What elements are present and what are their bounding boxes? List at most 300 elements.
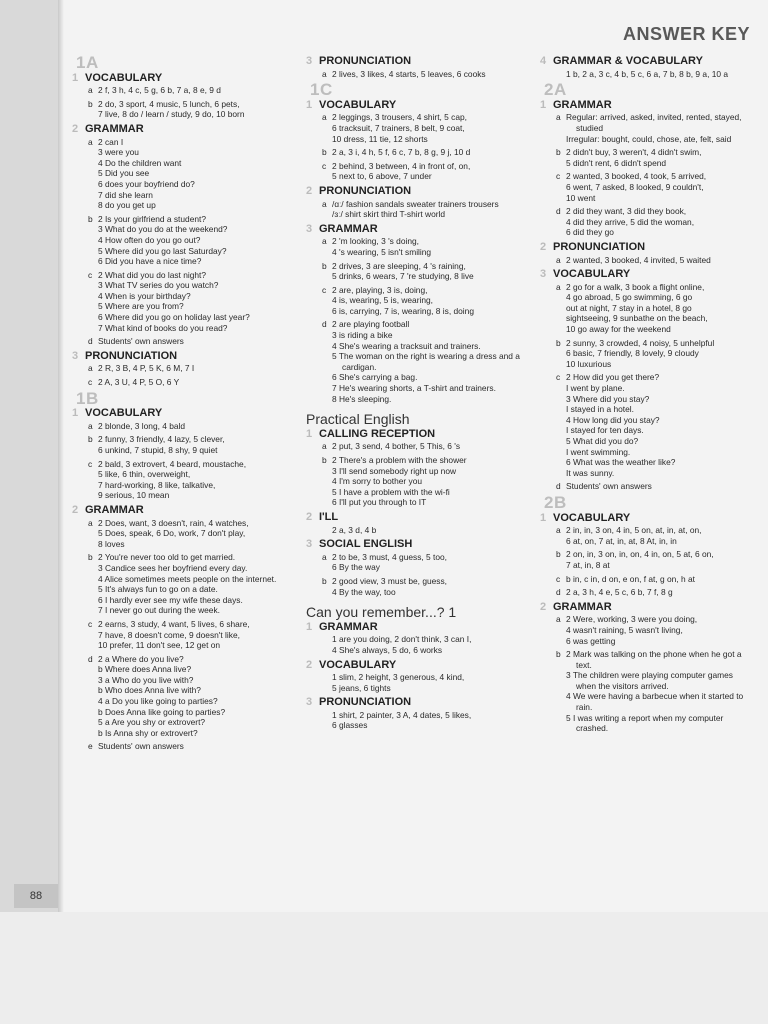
section-title: GRAMMAR [319, 222, 378, 235]
item-body [332, 285, 521, 317]
item-letter [322, 710, 332, 731]
answer-line: 2 What did you do last night? [98, 269, 207, 280]
answer-line: 3 is riding a bike [332, 330, 393, 341]
item-letter: a [322, 68, 327, 79]
section-heading [306, 622, 521, 633]
answer-line: b Is Anna shy or extrovert? [98, 727, 198, 738]
page-title: ANSWER KEY [622, 24, 750, 44]
section-heading [306, 224, 521, 235]
section-number: 3 [306, 222, 313, 235]
answer-line: 5 a Are you shy or extrovert? [98, 717, 206, 728]
item-body [566, 649, 755, 734]
answer-line: 6 unkind, 7 stupid, 8 shy, 9 quiet [98, 445, 218, 455]
answer-line: 2 blonde, 3 long, 4 bald [98, 420, 186, 431]
unit-heading: 2A [544, 80, 567, 100]
section-number: 1 [72, 71, 79, 84]
answer-line: 7 at, in, 8 at [566, 559, 610, 570]
answer-item [556, 574, 755, 585]
item-letter: b [322, 575, 327, 586]
answer-item [88, 214, 287, 267]
section-title: PRONUNCIATION [319, 184, 412, 197]
answer-line: 2 sunny, 3 crowded, 4 noisy, 5 unhelpful [566, 337, 715, 348]
section-heading [72, 351, 287, 362]
answer-line: 4 Alice sometimes meets people on the internet. [98, 573, 277, 584]
answer-line: 2 You're never too old to get married. [98, 552, 236, 563]
item-letter: c [322, 160, 327, 171]
answer-line: 6 basic, 7 friendly, 8 lovely, 9 cloudy [566, 348, 699, 359]
item-letter: a [88, 363, 93, 374]
answer-line: b Where does Anna live? [98, 664, 192, 675]
section-heading [306, 429, 521, 440]
answer-line: 6 I hardly ever see my wife these days. [98, 594, 243, 605]
section-number: 2 [306, 184, 313, 197]
answer-line: 7 What kind of books do you read? [98, 322, 228, 333]
item-letter: c [88, 618, 93, 629]
item-body [566, 574, 755, 585]
item-body [332, 319, 521, 404]
answer-line: 7 did she learn [98, 189, 153, 200]
section-title: VOCABULARY [85, 407, 163, 420]
item-body [332, 199, 521, 220]
section-title: CALLING RECEPTION [319, 427, 436, 440]
answer-line: 2 'm looking, 3 's doing, [332, 236, 419, 247]
item-body [332, 236, 521, 257]
answer-line: I went by plane. [566, 383, 625, 394]
item-body [98, 137, 287, 211]
answer-line: 5 I was writing a report when my computer crashed. [566, 712, 724, 734]
answer-line: 2 can I [98, 136, 124, 147]
section-heading [540, 513, 755, 524]
answer-item [322, 634, 521, 655]
answer-line: 6 By the way [332, 562, 380, 573]
answer-line: 2 are playing football [332, 319, 410, 330]
answer-item [556, 525, 755, 546]
section-heading [540, 602, 755, 613]
answer-line: 5 It's always fun to go on a date. [98, 584, 218, 595]
answer-line: 2 drives, 3 are sleeping, 4 's raining, [332, 260, 466, 271]
answer-line: 1 are you doing, 2 don't think, 3 can I, [332, 634, 472, 645]
item-letter: a [556, 112, 561, 123]
answer-line: 6 She's carrying a bag. [332, 372, 418, 383]
item-body [98, 741, 287, 752]
section-number: 3 [72, 349, 79, 362]
answer-line: 8 loves [98, 538, 125, 549]
answer-line: 6 Did you have a nice time? [98, 256, 202, 267]
answer-line: 6 is, carrying, 7 is, wearing, 8 is, doing [332, 305, 474, 316]
section-title: PRONUNCIATION [553, 240, 646, 253]
answer-line: 4 How long did you stay? [566, 414, 660, 425]
section-number: 3 [540, 268, 547, 281]
item-body [332, 552, 521, 573]
section-number: 1 [72, 407, 79, 420]
answer-line: 4 did they arrive, 5 did the woman, [566, 216, 695, 227]
answer-line: 6 glasses [332, 720, 368, 731]
item-body [98, 459, 287, 501]
answer-line: 2 Were, working, 3 were you doing, [566, 614, 698, 625]
answer-line: Irregular: bought, could, chose, ate, felt, said [566, 133, 732, 144]
answer-item [556, 69, 755, 80]
answer-item [88, 99, 287, 120]
answer-line: 2 Is your girlfriend a student? [98, 213, 207, 224]
section-heading [540, 269, 755, 280]
answer-line: 5 like, 6 thin, overweight, [98, 469, 191, 480]
answer-line: 5 Does, speak, 6 Do, work, 7 don't play, [98, 528, 246, 539]
answer-item [322, 525, 521, 536]
answer-item [322, 285, 521, 317]
item-body [98, 85, 287, 96]
answer-item [322, 199, 521, 220]
item-letter: b [556, 147, 561, 158]
answer-line: 2 Mark was talking on the phone when he got a text. [566, 649, 742, 670]
answer-line: 6 What was the weather like? [566, 457, 676, 468]
item-body [566, 147, 755, 168]
item-letter: a [322, 198, 327, 209]
answer-line: 5 next to, 6 above, 7 under [332, 171, 432, 182]
answer-line: 4 wasn't raining, 5 wasn't living, [566, 624, 683, 635]
item-letter: a [88, 85, 93, 96]
answer-line: 5 Did you see [98, 168, 150, 179]
section-number: 3 [306, 696, 313, 709]
answer-line: 7 live, 8 do / learn / study, 9 do, 10 born [98, 109, 245, 120]
answer-line: 10 went [566, 192, 596, 203]
item-body [332, 672, 521, 693]
answer-line: 10 dress, 11 tie, 12 shorts [332, 133, 428, 144]
section-heading [72, 124, 287, 135]
section-heading [540, 56, 755, 67]
answer-item [322, 161, 521, 182]
answer-line: 4 We were having a barbecue when it started to rain. [566, 691, 744, 713]
item-body [566, 372, 755, 478]
item-body [566, 206, 755, 238]
answer-line: 7 I never go out during the week. [98, 605, 220, 616]
item-body [98, 552, 287, 616]
answer-item [88, 270, 287, 334]
answer-line: 2 behind, 3 between, 4 in front of, on, [332, 160, 471, 171]
item-letter: a [556, 254, 561, 265]
answer-item [88, 363, 287, 374]
answer-item [322, 236, 521, 257]
item-letter: c [88, 377, 93, 388]
answer-line: 7 hard-working, 8 like, talkative, [98, 479, 216, 490]
answer-line: 7 He's wearing shorts, a T-shirt and trainers. [332, 383, 496, 394]
answer-item [88, 552, 287, 616]
answer-line: 5 jeans, 6 tights [332, 682, 391, 693]
answer-line: 2 good view, 3 must be, guess, [332, 575, 447, 586]
item-letter: a [322, 441, 327, 452]
item-letter: c [556, 171, 561, 182]
answer-item [556, 255, 755, 266]
answer-line: 5 Where are you from? [98, 301, 184, 312]
answer-line: 10 prefer, 11 don't see, 12 get on [98, 640, 221, 651]
section-heading [540, 100, 755, 111]
answer-item [556, 112, 755, 144]
section-heading [306, 697, 521, 708]
item-body [566, 69, 755, 80]
item-letter: c [322, 284, 327, 295]
answer-item [322, 319, 521, 404]
answer-item [322, 576, 521, 597]
item-letter: a [322, 112, 327, 123]
answer-item [556, 372, 755, 478]
item-letter: c [88, 458, 93, 469]
answer-line: 3 The children were playing computer games when the visitors arrived. [566, 670, 733, 691]
answer-line: 2 a Where do you live? [98, 653, 184, 664]
answer-line: 4 How often do you go out? [98, 234, 201, 245]
answer-line: 2 wanted, 3 booked, 4 invited, 5 waited [566, 254, 711, 265]
answer-line: out at night, 7 stay in a hotel, 8 go [566, 302, 692, 313]
section-number: 2 [306, 658, 313, 671]
answer-item [556, 614, 755, 646]
answer-line: 2 earns, 3 study, 4 want, 5 lives, 6 share, [98, 618, 250, 629]
answer-line: 6 does your boyfriend do? [98, 178, 195, 189]
section-heading [306, 100, 521, 111]
answer-line: Students' own answers [566, 481, 652, 492]
item-letter: a [88, 136, 93, 147]
answer-line: 4 go abroad, 5 go swimming, 6 go [566, 292, 693, 303]
item-letter: a [556, 614, 561, 625]
answer-line: 10 luxurious [566, 358, 612, 369]
item-letter: c [556, 372, 561, 383]
answer-line: 2 are, playing, 3 is, doing, [332, 284, 428, 295]
item-letter: e [88, 741, 93, 752]
item-body [98, 214, 287, 267]
section-title: VOCABULARY [553, 511, 631, 524]
answer-item [88, 459, 287, 501]
answer-line: 6 went, 7 asked, 8 looked, 9 couldn't, [566, 181, 704, 192]
item-body [332, 525, 521, 536]
feature-heading: Can you remember...? 1 [306, 604, 457, 621]
answer-line: 4 I'm sorry to bother you [332, 476, 423, 487]
answer-line: 2 funny, 3 friendly, 4 lazy, 5 clever, [98, 434, 225, 445]
answer-line: 3 What TV series do you watch? [98, 280, 219, 291]
feature-heading: Practical English [306, 411, 410, 428]
item-body [566, 171, 755, 203]
answer-item [322, 69, 521, 80]
item-letter: b [88, 213, 93, 224]
section-number: 4 [540, 55, 547, 67]
answer-line: 5 didn't rent, 6 didn't spend [566, 157, 667, 168]
item-body [98, 434, 287, 455]
answer-item [556, 171, 755, 203]
answer-line: 4 's wearing, 5 isn't smiling [332, 246, 432, 257]
answer-line: 3 were you [98, 147, 139, 158]
section-number: 1 [306, 98, 313, 111]
answer-line: 2 bald, 3 extrovert, 4 beard, moustache, [98, 458, 247, 469]
item-letter: a [322, 551, 327, 562]
answer-item [88, 434, 287, 455]
answer-line: 4 a Do you like going to parties? [98, 696, 218, 707]
section-number: 1 [306, 427, 313, 440]
answer-line: 6 did they go [566, 227, 614, 238]
item-body [566, 549, 755, 570]
section-title: I'LL [319, 510, 339, 523]
section-number: 3 [306, 538, 313, 551]
page-margin-strip [0, 0, 58, 1024]
section-title: VOCABULARY [85, 71, 163, 84]
answer-line: 6 Where did you go on holiday last year? [98, 312, 250, 323]
section-number: 1 [540, 98, 547, 111]
answer-line: 3 a Who do you live with? [98, 674, 194, 685]
answer-item [556, 338, 755, 370]
answer-line: 2 leggings, 3 trousers, 4 shirt, 5 cap, [332, 112, 468, 123]
answer-line: 2 did they want, 3 did they book, [566, 206, 687, 217]
item-letter: a [88, 420, 93, 431]
answer-line: 2 to be, 3 must, 4 guess, 5 too, [332, 551, 447, 562]
section-heading [72, 408, 287, 419]
item-letter: a [556, 525, 561, 536]
item-letter: b [88, 434, 93, 445]
answer-line: I went swimming. [566, 446, 631, 457]
answer-item [322, 261, 521, 282]
section-heading [306, 186, 521, 197]
item-letter [322, 634, 332, 655]
answer-line: 1 slim, 2 height, 3 generous, 4 kind, [332, 672, 465, 683]
answer-line: 1 b, 2 a, 3 c, 4 b, 5 c, 6 a, 7 b, 8 b, 9 a, 10 a [566, 68, 729, 79]
answer-line: 2 didn't buy, 3 weren't, 4 didn't swim, [566, 147, 702, 158]
item-body [332, 441, 521, 452]
item-body [98, 377, 287, 388]
item-letter: d [556, 481, 561, 492]
item-body [332, 455, 521, 508]
item-body [98, 518, 287, 550]
answer-line: 2 How did you get there? [566, 372, 660, 383]
item-body [332, 161, 521, 182]
column-1 [72, 52, 287, 755]
answer-line: 4 By the way, too [332, 586, 396, 597]
answer-line: 2 do, 3 sport, 4 music, 5 lunch, 6 pets, [98, 98, 240, 109]
answer-line: 2 There's a problem with the shower [332, 455, 467, 465]
item-body [98, 270, 287, 334]
answer-line: 3 What do you do at the weekend? [98, 224, 228, 235]
answer-item [322, 441, 521, 452]
section-heading [72, 505, 287, 516]
answer-item [88, 741, 287, 752]
item-body [566, 255, 755, 266]
section-title: VOCABULARY [319, 98, 397, 111]
answer-line: 4 Do the children want [98, 157, 182, 168]
item-body [332, 634, 521, 655]
item-body [566, 112, 755, 144]
unit-heading: 1C [310, 80, 333, 100]
item-letter [322, 525, 332, 536]
item-body [98, 654, 287, 739]
section-title: GRAMMAR [85, 503, 144, 516]
unit-heading: 1B [76, 388, 99, 408]
answer-line: 1 shirt, 2 painter, 3 A, 4 dates, 5 likes, [332, 709, 472, 720]
answer-item [88, 336, 287, 347]
section-heading [540, 242, 755, 253]
section-title: GRAMMAR [319, 620, 378, 633]
answer-line: 2 Does, want, 3 doesn't, rain, 4 watches, [98, 517, 249, 528]
item-letter: c [88, 269, 93, 280]
item-letter: b [556, 337, 561, 348]
item-letter: d [556, 206, 561, 217]
answer-line: 4 She's wearing a tracksuit and trainers. [332, 340, 481, 351]
answer-line: 6 was getting [566, 635, 616, 646]
answer-item [88, 137, 287, 211]
answer-line: 2 lives, 3 likes, 4 starts, 5 leaves, 6 cooks [332, 68, 486, 79]
answer-line: 6 tracksuit, 7 trainers, 8 belt, 9 coat, [332, 122, 465, 133]
answer-item [556, 481, 755, 492]
answer-item [88, 518, 287, 550]
section-number: 2 [72, 122, 79, 135]
item-letter: d [88, 653, 93, 664]
item-letter: d [322, 319, 327, 330]
answer-line: 8 do you get up [98, 200, 156, 211]
page-gutter-shadow [58, 0, 64, 1024]
answer-line: 5 Where did you go last Saturday? [98, 245, 227, 256]
answer-item [88, 85, 287, 96]
answer-line: 6 at, on, 7 at, in, at, 8 At, in, in [566, 535, 677, 546]
answer-line: Students' own answers [98, 741, 184, 752]
item-body [332, 710, 521, 731]
answer-line: 3 I'll send somebody right up now [332, 465, 457, 476]
item-letter: c [556, 573, 561, 584]
answer-line: 2 a, 3 h, 4 e, 5 c, 6 b, 7 f, 8 g [566, 587, 673, 598]
answer-line: 7 have, 8 doesn't come, 9 doesn't like, [98, 629, 240, 640]
item-body [566, 282, 755, 335]
item-body [566, 614, 755, 646]
item-body [332, 261, 521, 282]
answer-line: 2 f, 3 h, 4 c, 5 g, 6 b, 7 a, 8 e, 9 d [98, 85, 221, 96]
answer-line: 2 go for a walk, 3 book a flight online, [566, 281, 705, 292]
section-title: PRONUNCIATION [319, 696, 412, 709]
item-body [98, 99, 287, 120]
section-number: 3 [306, 55, 313, 67]
answer-item [322, 710, 521, 731]
section-title: PRONUNCIATION [319, 55, 412, 67]
item-body [566, 338, 755, 370]
item-letter: b [88, 552, 93, 563]
answer-line: 4 She's always, 5 do, 6 works [332, 644, 443, 655]
answer-line: 2 in, in, 3 on, 4 in, 5 on, at, in, at, on, [566, 525, 702, 536]
item-letter: b [322, 147, 327, 158]
answer-line: 3 Where did you stay? [566, 393, 650, 404]
section-number: 1 [540, 511, 547, 524]
answer-line: /ɜː/ shirt skirt third T-shirt world [332, 209, 446, 220]
answer-line: b Who does Anna live with? [98, 685, 201, 696]
answer-line: It was sunny. [566, 467, 615, 478]
answer-line: 8 He's sleeping. [332, 393, 392, 404]
answer-item [322, 112, 521, 144]
answer-item [88, 421, 287, 432]
answer-item [322, 147, 521, 158]
item-body [98, 421, 287, 432]
answer-line: 2 a, 3 i, 4 h, 5 f, 6 c, 7 b, 8 g, 9 j, 10 d [332, 147, 471, 158]
answer-item [88, 377, 287, 388]
column-2 [306, 52, 521, 734]
section-title: GRAMMAR [553, 600, 612, 613]
item-body [566, 587, 755, 598]
item-letter: b [88, 98, 93, 109]
section-number: 2 [540, 600, 547, 613]
answer-line: sightseeing, 9 sunbathe on the beach, [566, 313, 708, 324]
page-number: 88 [14, 884, 58, 908]
item-body [332, 576, 521, 597]
answer-line: 3 Candice sees her boyfriend every day. [98, 562, 248, 573]
column-3 [540, 52, 755, 737]
item-letter: b [556, 649, 561, 660]
item-body [332, 147, 521, 158]
item-letter: b [322, 455, 327, 465]
item-letter: a [88, 517, 93, 528]
answer-line: 9 serious, 10 mean [98, 490, 170, 501]
answer-line: I stayed for ten days. [566, 425, 644, 436]
answer-line: 4 is, wearing, 5 is, wearing, [332, 295, 434, 306]
answer-item [556, 649, 755, 734]
answer-line: 2 wanted, 3 booked, 4 took, 5 arrived, [566, 171, 707, 182]
section-number: 2 [306, 510, 313, 523]
